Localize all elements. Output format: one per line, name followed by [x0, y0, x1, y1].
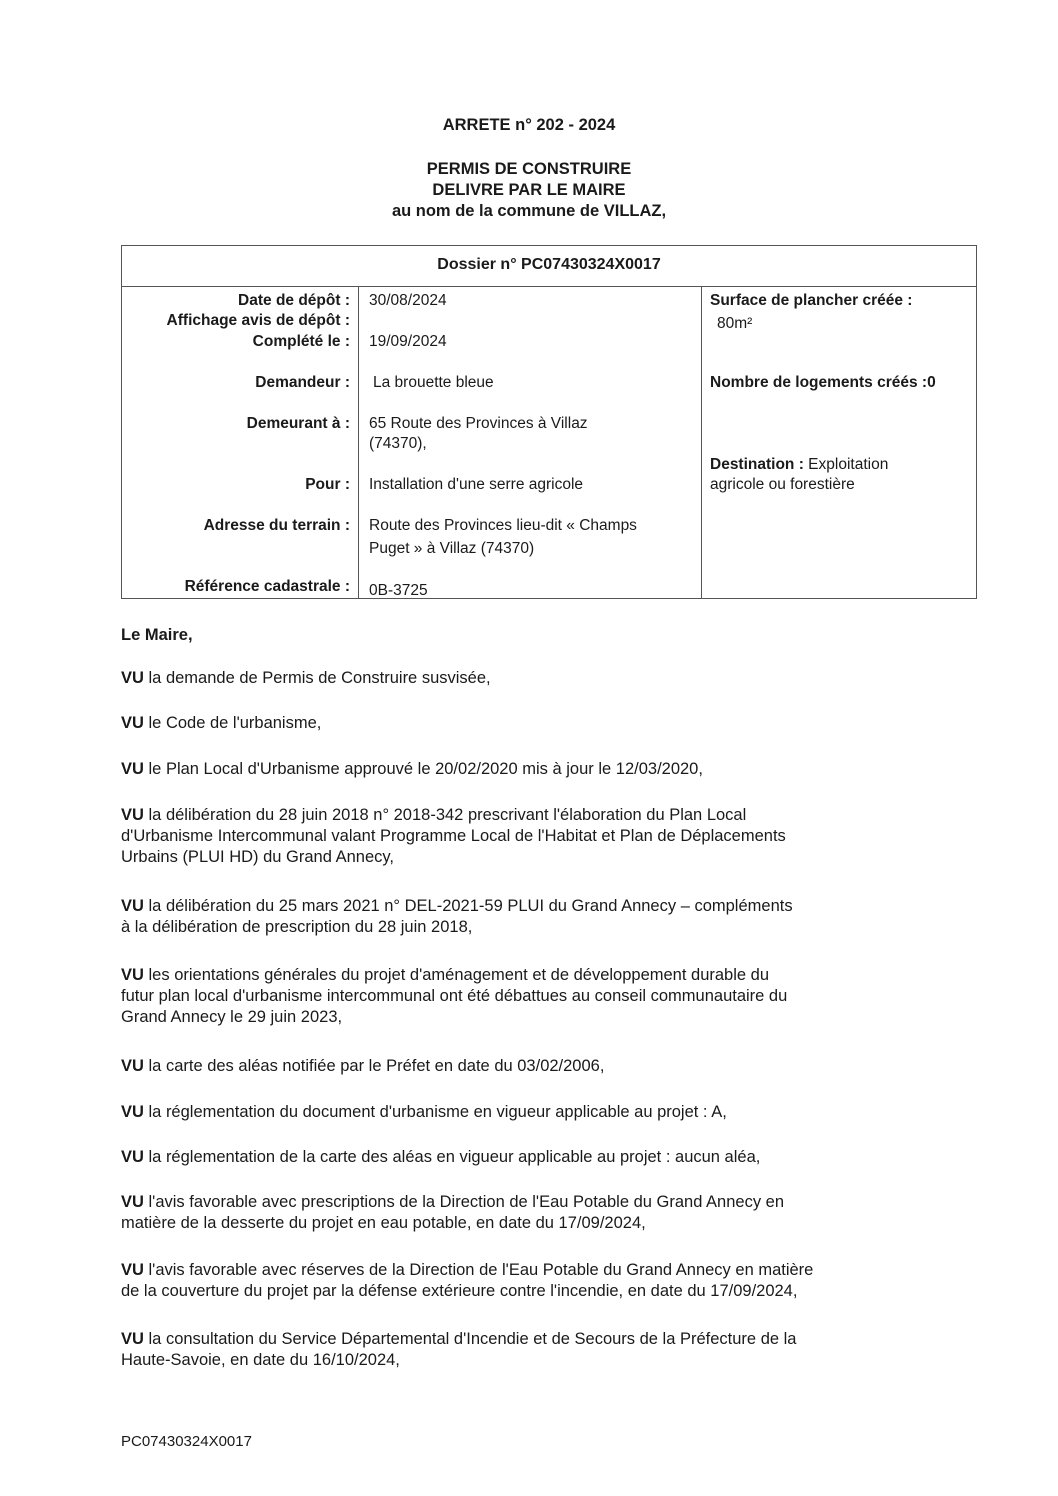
value-complete: 19/09/2024 — [369, 333, 447, 350]
vu-paragraph: VU le Plan Local d'Urbanisme approuvé le 20/02/2020 mis à jour le 12/03/2020, — [121, 760, 703, 778]
label-complete: Complété le : — [252, 333, 350, 350]
label-date-depot: Date de dépôt : — [238, 292, 350, 309]
vu-paragraph: VU les orientations générales du projet d'aménagement et de développement durable du futur plan local d'urbanisme intercommunal ont été débattues au conseil communautaire du Grand Annecy le 29 juin 2023, — [121, 966, 788, 1026]
column-divider — [701, 286, 702, 598]
commune-heading: au nom de la commune de VILLAZ, — [391, 202, 667, 220]
surface-label: Surface de plancher créée : — [710, 292, 913, 309]
vu-paragraph: VU la délibération du 28 juin 2018 n° 2018-342 prescrivant l'élaboration du Plan Local d'Urbanisme Intercommunal valant Programme Local de l'Habitat et Plan de Déplacements Urbains (PLUI HD) du Grand Annecy, — [121, 806, 786, 866]
label-demandeur: Demandeur : — [255, 374, 350, 391]
column-divider — [358, 286, 359, 598]
value-reference: 0B-3725 — [369, 582, 428, 599]
destination-value-line2: agricole ou forestière — [710, 476, 855, 493]
dossier-table — [121, 245, 977, 599]
vu-paragraph: VU la consultation du Service Départemental d'Incendie et de Secours de la Préfecture de la Haute-Savoie, en date du 16/10/2024, — [121, 1330, 797, 1369]
vu-paragraph: VU la carte des aléas notifiée par le Préfet en date du 03/02/2006, — [121, 1057, 605, 1075]
label-reference: Référence cadastrale : — [184, 578, 350, 595]
delivre-heading: DELIVRE PAR LE MAIRE — [432, 181, 626, 199]
value-adresse-line1: Route des Provinces lieu-dit « Champs — [369, 517, 637, 534]
footer-dossier-reference: PC07430324X0017 — [121, 1433, 252, 1450]
permis-heading: PERMIS DE CONSTRUIRE — [426, 160, 632, 178]
destination-value-line1: Exploitation — [803, 456, 889, 473]
logements-count: Nombre de logements créés :0 — [710, 374, 936, 391]
vu-paragraph: VU la réglementation du document d'urbanisme en vigueur applicable au projet : A, — [121, 1103, 727, 1121]
vu-paragraph: VU la demande de Permis de Construire susvisée, — [121, 669, 491, 687]
label-pour: Pour : — [305, 476, 350, 493]
label-adresse: Adresse du terrain : — [203, 517, 350, 534]
label-demeurant: Demeurant à : — [246, 415, 350, 432]
value-demandeur: La brouette bleue — [373, 374, 494, 391]
value-pour: Installation d'une serre agricole — [369, 476, 584, 493]
vu-paragraph: VU l'avis favorable avec réserves de la Direction de l'Eau Potable du Grand Annecy en matière de la couverture du projet par la défense extérieure contre l'incendie, en date du 17/09/2024, — [121, 1261, 814, 1300]
vu-paragraph: VU l'avis favorable avec prescriptions de la Direction de l'Eau Potable du Grand Annecy en matière de la desserte du projet en eau potable, en date du 17/09/2024, — [121, 1193, 785, 1232]
arrete-title: ARRETE n° 202 - 2024 — [442, 116, 616, 134]
value-demeurant-line2: (74370), — [369, 435, 427, 452]
dossier-number: Dossier n° PC07430324X0017 — [122, 246, 976, 287]
value-adresse-line2: Puget » à Villaz (74370) — [369, 540, 535, 557]
vu-paragraph: VU la délibération du 25 mars 2021 n° DEL-2021-59 PLUI du Grand Annecy – compléments à la délibération de prescription du 28 juin 2018, — [121, 897, 793, 936]
vu-paragraph: VU le Code de l'urbanisme, — [121, 714, 322, 732]
vu-paragraph: VU la réglementation de la carte des aléas en vigueur applicable au projet : aucun aléa, — [121, 1148, 761, 1166]
label-affichage: Affichage avis de dépôt : — [166, 312, 350, 329]
surface-value: 80m² — [717, 315, 753, 332]
destination-label: Destination : — [710, 456, 804, 473]
value-demeurant-line1: 65 Route des Provinces à Villaz — [369, 415, 588, 432]
value-date-depot: 30/08/2024 — [369, 292, 447, 309]
le-maire: Le Maire, — [121, 626, 193, 644]
destination — [710, 455, 972, 475]
